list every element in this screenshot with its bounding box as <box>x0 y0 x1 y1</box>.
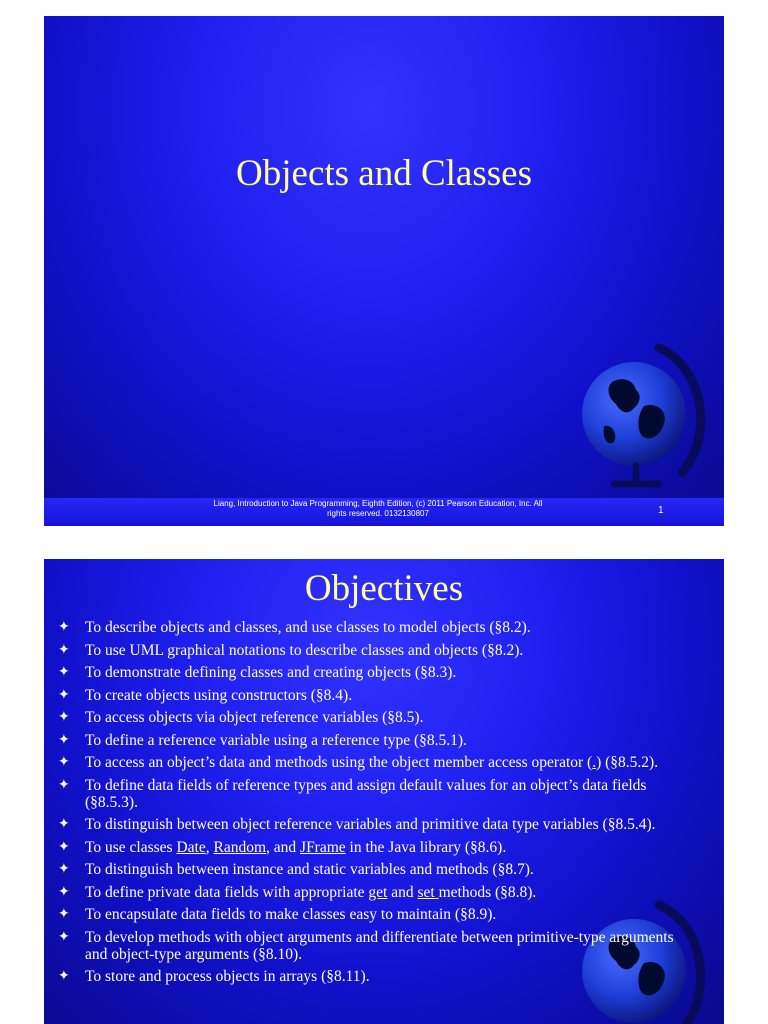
objective-text: To distinguish between object reference variables and primitive data type variables (§8.5.4). <box>85 816 656 833</box>
title-slide <box>44 16 724 526</box>
objective-text: To define private data fields with appropriate <box>85 883 369 901</box>
underlined-term: set <box>417 883 439 901</box>
underlined-term: . <box>592 754 597 771</box>
underlined-term: JFrame <box>300 838 346 856</box>
objective-text: To demonstrate defining classes and creating objects (§8.3). <box>85 664 457 681</box>
four-point-star-icon: ✦ <box>58 732 70 748</box>
objective-item <box>58 929 698 963</box>
slide-title: Objectives <box>304 568 464 609</box>
objective-item <box>58 709 698 726</box>
objective-item <box>58 642 698 659</box>
four-point-star-icon: ✦ <box>58 710 70 725</box>
objective-text: To create objects using constructors (§8.4). <box>85 686 353 704</box>
footer-line-2: rights reserved. 0132130807 <box>327 509 429 518</box>
objective-text: To define data fields of reference types and assign default values for an object’s data fields (§8.5.3). <box>85 776 647 811</box>
underlined-term: Date <box>176 838 206 856</box>
slide-title: Objects and Classes <box>236 153 532 194</box>
objective-text: To encapsulate data fields to make classes easy to maintain (§8.9). <box>85 906 497 923</box>
underlined-term: Random <box>213 838 267 856</box>
four-point-star-icon: ✦ <box>58 969 70 984</box>
objective-item <box>58 619 698 636</box>
objective-text: To define a reference variable using a reference type (§8.5.1). <box>85 731 467 749</box>
page-number: 1 <box>658 505 664 516</box>
objective-item <box>58 687 698 704</box>
underlined-term: get <box>368 883 388 901</box>
objective-text: To access an object’s data and methods using the object member access operator ( <box>85 754 593 771</box>
objectives-slide <box>44 559 724 1024</box>
objective-item <box>58 754 698 771</box>
objective-item <box>58 732 698 749</box>
four-point-star-icon: ✦ <box>58 687 70 703</box>
objective-item <box>58 664 698 681</box>
objective-text: , <box>205 838 214 856</box>
four-point-star-icon: ✦ <box>58 907 70 922</box>
objective-text: , and <box>266 838 301 856</box>
objective-item <box>58 861 698 878</box>
globe-icon <box>564 342 714 502</box>
objective-text: in the Java library (§8.6). <box>345 838 507 856</box>
four-point-star-icon: ✦ <box>58 839 70 855</box>
four-point-star-icon: ✦ <box>58 755 70 770</box>
objectives-list <box>58 619 698 991</box>
objective-text: ) (§8.5.2). <box>596 754 659 771</box>
footer-line-1: Liang, Introduction to Java Programming, Eighth Edition, (c) 2011 Pearson Education, Inc. All <box>213 499 543 508</box>
four-point-star-icon: ✦ <box>58 862 70 877</box>
objective-text: methods (§8.8). <box>438 883 537 901</box>
four-point-star-icon: ✦ <box>58 642 70 658</box>
copyright-footer <box>170 499 586 519</box>
objective-text: To develop methods with object arguments and differentiate between primitive-type arguments and object-type arguments (§8.10). <box>85 928 674 963</box>
objective-text: To access objects via object reference variables (§8.5). <box>85 709 424 726</box>
objective-item <box>58 777 698 811</box>
four-point-star-icon: ✦ <box>58 817 70 832</box>
objective-text: To use classes <box>85 838 177 856</box>
objective-item <box>58 906 698 923</box>
objective-text: To store and process objects in arrays (§8.11). <box>85 968 370 985</box>
four-point-star-icon: ✦ <box>58 929 70 945</box>
four-point-star-icon: ✦ <box>58 620 70 635</box>
four-point-star-icon: ✦ <box>58 777 70 793</box>
objective-item <box>58 816 698 833</box>
objective-text: To describe objects and classes, and use classes to model objects (§8.2). <box>85 619 531 636</box>
four-point-star-icon: ✦ <box>58 884 70 900</box>
objective-item <box>58 968 698 985</box>
objective-text: and <box>387 883 418 901</box>
objective-item <box>58 839 698 856</box>
objective-text: To use UML graphical notations to describe classes and objects (§8.2). <box>85 641 524 659</box>
four-point-star-icon: ✦ <box>58 665 70 680</box>
objective-text: To distinguish between instance and static variables and methods (§8.7). <box>85 861 534 878</box>
objective-item <box>58 884 698 901</box>
